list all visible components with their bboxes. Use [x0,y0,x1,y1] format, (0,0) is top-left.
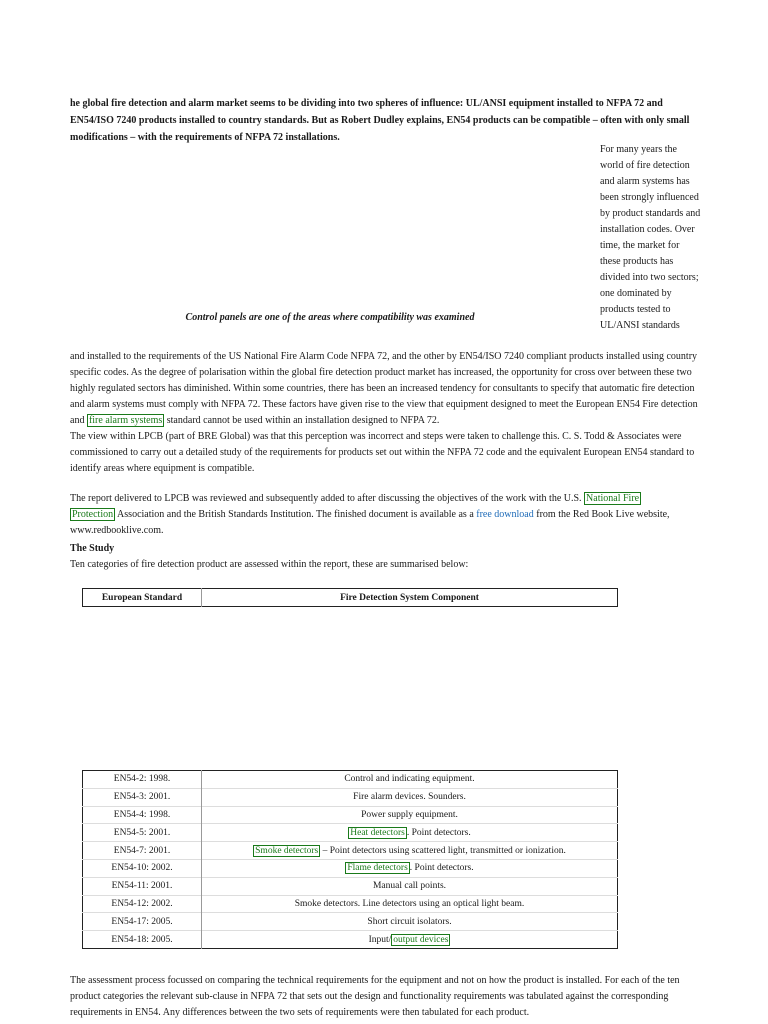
component-text-post: – Point detectors using scattered light, transmitted or ionization. [320,845,566,856]
paragraph-1 [70,349,700,477]
table-header-row [83,589,618,607]
component-text-post: . Point detectors. [406,827,471,838]
component-text-post: Fire alarm devices. Sounders. [353,792,466,803]
intro-standfirst: he global fire detection and alarm market seems to be dividing into two spheres of influence: UL/ANSI equipment installed to NFPA 72 and EN54/ISO 7240 products installed to country standards. But as Robert Dudley explains, EN54 products can be compatible – often with only small modifications – with the requirements of NFPA 72 installations. [70,98,690,143]
table-row [83,842,618,860]
component-text-post: Power supply equipment. [361,809,458,820]
component-text-post: Smoke detectors. Line detectors using an optical light beam. [294,898,525,909]
table-row [83,913,618,931]
cell-standard: EN54-11: 2001. [83,877,202,895]
cell-standard: EN54-10: 2002. [83,859,202,877]
cell-standard: EN54-5: 2001. [83,824,202,842]
component-link[interactable]: Smoke detectors [255,845,319,856]
component-text-post: Manual call points. [372,881,447,892]
cell-component [202,913,618,931]
table-row [83,771,618,789]
cell-standard: EN54-2: 1998. [83,771,202,789]
component-link[interactable]: Heat detectors [350,827,405,838]
paragraph-3-text-c: from the Red Book Live website, www.redbooklive.com. [70,509,670,536]
component-text-post: . Point detectors. [409,863,474,874]
paragraph-3-text-a: The report delivered to LPCB was reviewed and subsequently added to after discussing the objectives of the work with the U.S. [70,493,585,504]
table-row [83,788,618,806]
table-row [83,877,618,895]
link-national-fire-protection-2[interactable]: Protection [72,509,114,520]
component-text-post: Short circuit isolators. [367,916,452,927]
paragraph-1-text-a: and installed to the requirements of the US National Fire Alarm Code NFPA 72, and the other by EN54/ISO 7240 compliant products installed using country specific codes. As the degree of polarisation within the global fire detection product market has increased, the opportunity for cross over between these two highly regulated sectors has diminished. Within some countries, there has been an increased tendency for consultants to specify that automatic fire detection and alarm systems must comply with NFPA 72. These factors have given rise to the view that equipment designed to meet the European EN54 Fire detection and [70,351,698,426]
paragraph-5: The assessment process focussed on comparing the technical requirements for the equipment and not on how the product is installed. For each of the ten product categories the relevant sub-clause in NFPA 72 that sets out the design and functionality requirements was tabulated against the corresponding requirements in EN54. Any differences between the two sets of requirements were then tabulated for each product. [70,975,680,1018]
cell-component [202,859,618,877]
component-text-post: Control and indicating equipment. [344,774,475,785]
cell-component [202,824,618,842]
cell-component [202,895,618,913]
section-heading-the-study: The Study [70,543,115,554]
side-column-text: For many years the world of fire detection and alarm systems has been strongly influenced by product standards and installation codes. Over time, the market for these products has divided into two sectors; one dominated by products tested to UL/ANSI standards [600,144,701,331]
cell-standard: EN54-7: 2001. [83,842,202,860]
link-fire-alarm-systems[interactable]: fire alarm systems [88,415,163,426]
table-row [83,806,618,824]
cell-component [202,931,618,949]
component-text-pre: Input/ [368,934,392,945]
link-national-fire-protection-1[interactable]: National Fire [586,493,640,504]
header-european-standard: European Standard [83,589,202,607]
cell-standard: EN54-17: 2005. [83,913,202,931]
cell-standard: EN54-3: 2001. [83,788,202,806]
cell-standard: EN54-18: 2005. [83,931,202,949]
cell-component [202,877,618,895]
header-component: Fire Detection System Component [340,592,479,603]
paragraph-3 [70,491,700,539]
table-row [83,895,618,913]
table-row [83,931,618,949]
paragraph-4: Ten categories of fire detection product are assessed within the report, these are summarised below: [70,559,469,570]
link-free-download[interactable]: free download [476,509,534,520]
cell-component [202,771,618,789]
component-link[interactable]: Flame detectors [347,863,408,874]
cell-component [202,842,618,860]
standards-table [82,770,618,949]
paragraph-2: The view within LPCB (part of BRE Global) was that this perception was incorrect and steps were taken to challenge this. C. S. Todd & Associates were commissioned to carry out a detailed study of the requirements for products set out within the NFPA 72 code and the equivalent European EN54 standard to identify areas where equipment is compatible. [70,431,695,474]
cell-component [202,806,618,824]
table-row [83,824,618,842]
cell-standard: EN54-12: 2002. [83,895,202,913]
standards-table-header [82,588,618,607]
component-link[interactable]: output devices [393,934,449,945]
cell-standard: EN54-4: 1998. [83,806,202,824]
paragraph-1-text-b: standard cannot be used within an installation designed to NFPA 72. [164,415,440,426]
cell-component [202,788,618,806]
table-row [83,859,618,877]
image-caption: Control panels are one of the areas where compatibility was examined [185,312,475,323]
paragraph-3-text-b: Association and the British Standards Institution. The finished document is available as a [115,509,477,520]
